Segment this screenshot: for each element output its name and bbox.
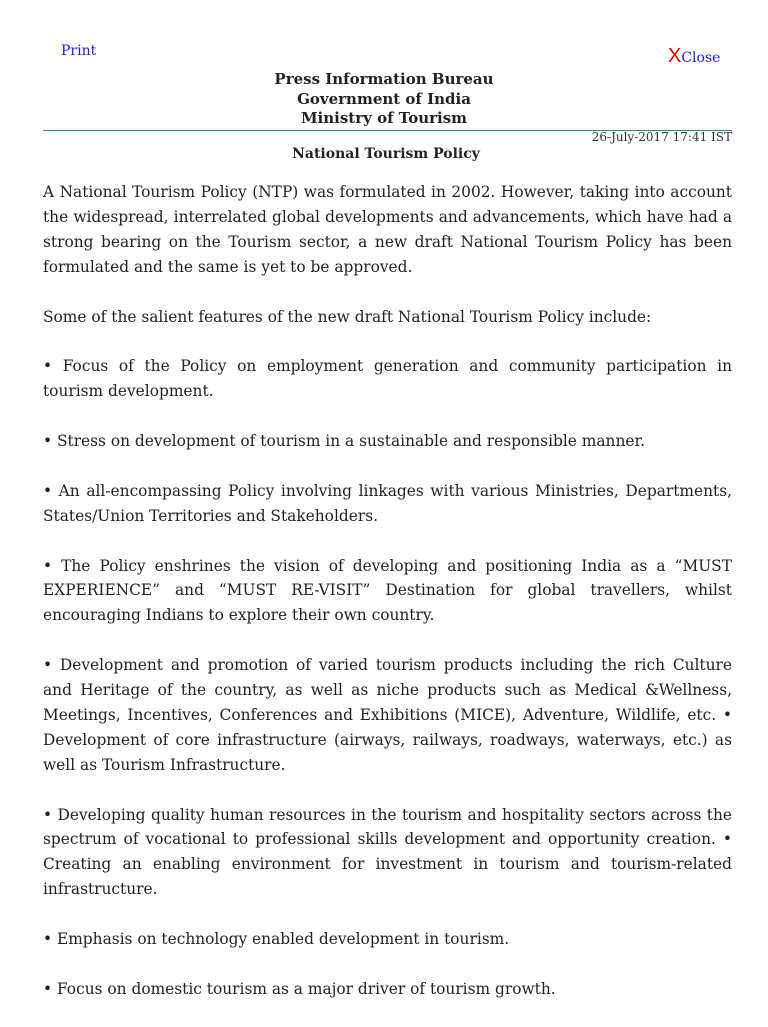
body-paragraph: A National Tourism Policy (NTP) was formulated in 2002. However, taking into account the widespread, interrelated global developments and advancements, which have had a strong bearing on the Tourism sector, a new draft National Tourism Policy has been formulated and the same is yet to be approved. [43,183,732,276]
body-bullet: • Emphasis on technology enabled development in tourism. [43,930,510,949]
document-title: National Tourism Policy [292,146,480,162]
body-bullet: • The Policy enshrines the vision of developing and positioning India as a “MUST EXPERIENCE” and “MUST RE-VISIT” Destination for global travellers, whilst encouraging Indians to explore their own country. [43,556,732,625]
body-bullet: • Development and promotion of varied tourism products including the rich Culture and Heritage of the country, as well as niche products such as Medical &Wellness, Meetings, Incentives, Conferences and Exhibitions (MICE), Adventure, Wildlife, etc. • Development of core infrastructure (airways, railways, roadways, waterways, etc.) as well as Tourism Infrastructure. [43,656,732,774]
document-body [43,180,732,1027]
body-bullet: • Stress on development of tourism in a sustainable and responsible manner. [43,432,646,451]
close-label[interactable]: Close [681,50,721,66]
body-bullet: • Developing quality human resources in the tourism and hospitality sectors across the spectrum of vocational to professional skills development and opportunity creation. • Creating an enabling environment for investment in tourism and tourism-related infrastructure. [43,805,732,899]
release-date: 26-July-2017 17:41 IST [591,130,732,144]
header-ministry: Ministry of Tourism [300,109,468,127]
print-link[interactable]: Print [61,43,97,59]
press-header [0,70,768,129]
body-bullet: • An all-encompassing Policy involving linkages with various Ministries, Departments, States/Union Territories and Stakeholders. [43,481,732,525]
body-paragraph: Some of the salient features of the new draft National Tourism Policy include: [43,307,652,326]
close-button[interactable] [668,46,720,66]
close-icon[interactable]: X [668,45,682,67]
header-government: Government of India [297,89,471,108]
body-bullet: • Focus on domestic tourism as a major driver of tourism growth. [43,979,556,998]
body-bullet: • Focus of the Policy on employment generation and community participation in tourism development. [43,357,732,401]
header-bureau: Press Information Bureau [274,70,494,88]
